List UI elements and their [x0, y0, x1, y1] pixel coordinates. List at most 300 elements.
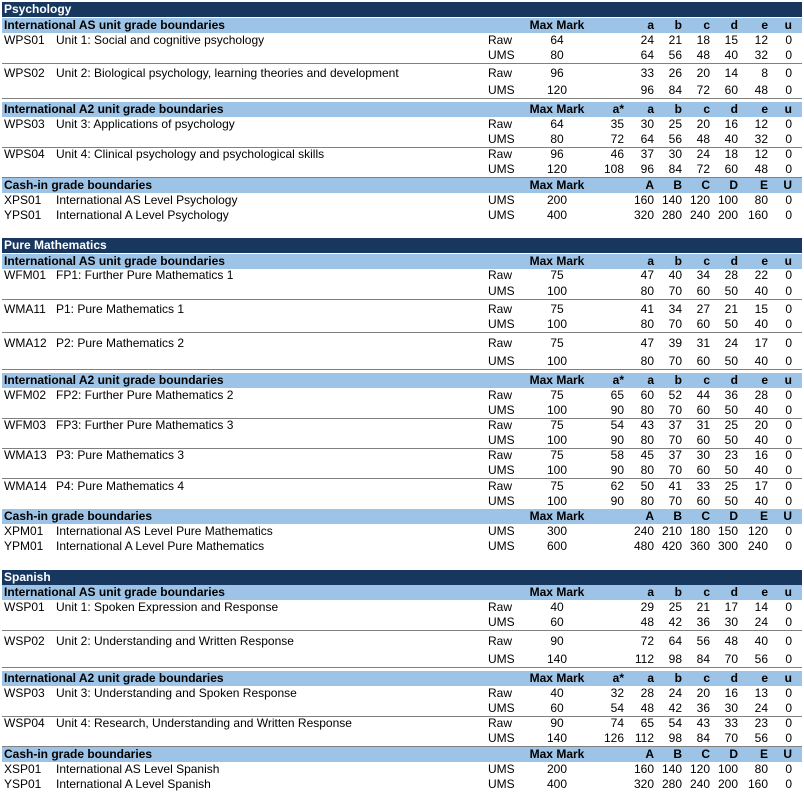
header-grade-astar: a* — [612, 373, 624, 387]
header-grade-c: c — [703, 373, 710, 387]
ums-boundary-c: 60 — [696, 403, 710, 417]
header-grade-a: a — [647, 373, 654, 387]
unit-ums-row — [2, 354, 802, 369]
cash-boundary-c: 240 — [689, 777, 710, 791]
mark-type-ums: UMS — [488, 524, 515, 538]
header-grade-d: d — [730, 671, 738, 685]
raw-boundary-d: 14 — [724, 66, 738, 80]
ums-boundary-c: 60 — [696, 463, 710, 477]
raw-boundary-b: 37 — [668, 448, 682, 462]
raw-boundary-astar: 46 — [610, 147, 624, 161]
qualification-code: XPS01 — [4, 193, 42, 207]
header-grade-d: d — [730, 373, 738, 387]
ums-max-mark: 120 — [546, 83, 568, 97]
header-grade-a: a — [647, 671, 654, 685]
ums-boundary-b: 42 — [668, 701, 682, 715]
unit-title: FP3: Further Pure Mathematics 3 — [56, 418, 234, 432]
ums-boundary-u: 0 — [785, 354, 792, 368]
unit-raw-row — [2, 448, 802, 463]
raw-boundary-d: 28 — [724, 268, 738, 282]
unit-title: Unit 1: Spoken Expression and Response — [56, 600, 279, 614]
unit-raw-row — [2, 302, 802, 317]
header-max-mark: Max Mark — [529, 509, 585, 523]
raw-boundary-u: 0 — [785, 448, 792, 462]
cash-boundary-c: 180 — [689, 524, 710, 538]
raw-boundary-a: 47 — [640, 336, 654, 350]
ums-max-mark: 60 — [550, 615, 564, 629]
cash-boundary-e: 160 — [747, 777, 768, 791]
ums-boundary-c: 48 — [696, 48, 710, 62]
cash-boundary-c: 120 — [689, 762, 710, 776]
mark-type-ums: UMS — [488, 132, 515, 146]
mark-type-ums: UMS — [488, 731, 515, 745]
header-label: Cash-in grade boundaries — [4, 747, 153, 761]
raw-boundary-astar: 32 — [610, 686, 624, 700]
header-grade-b: b — [674, 18, 682, 32]
mark-type-raw: Raw — [488, 479, 513, 493]
raw-boundary-a: 60 — [640, 388, 654, 402]
raw-boundary-a: 65 — [640, 716, 654, 730]
row-divider — [2, 630, 802, 631]
qualification-title: International AS Level Pure Mathematics — [56, 524, 273, 538]
unit-ums-row — [2, 494, 802, 509]
unit-ums-row — [2, 284, 802, 299]
subject-title: Spanish — [4, 570, 51, 584]
raw-boundary-c: 24 — [696, 147, 710, 161]
raw-boundary-c: 33 — [696, 479, 710, 493]
raw-boundary-astar: 74 — [610, 716, 624, 730]
ums-boundary-c: 36 — [696, 701, 710, 715]
raw-boundary-b: 21 — [668, 33, 682, 47]
raw-boundary-d: 15 — [724, 33, 738, 47]
ums-boundary-d: 50 — [724, 433, 738, 447]
mark-type-ums: UMS — [488, 652, 515, 666]
ums-boundary-b: 84 — [668, 83, 682, 97]
ums-boundary-d: 50 — [724, 284, 738, 298]
raw-boundary-b: 39 — [668, 336, 682, 350]
ums-boundary-e: 48 — [754, 83, 768, 97]
ums-boundary-b: 98 — [668, 731, 682, 745]
mark-type-ums: UMS — [488, 463, 515, 477]
row-divider — [2, 667, 802, 668]
row-divider — [2, 332, 802, 333]
header-grade-e: E — [759, 509, 768, 523]
cash-boundary-a: 240 — [633, 524, 654, 538]
ums-boundary-a: 64 — [640, 132, 654, 146]
ums-boundary-e: 24 — [754, 701, 768, 715]
ums-boundary-b: 70 — [668, 403, 682, 417]
mark-type-raw: Raw — [488, 117, 513, 131]
raw-boundary-e: 17 — [754, 479, 768, 493]
ums-boundary-u: 0 — [785, 433, 792, 447]
raw-boundary-d: 25 — [724, 418, 738, 432]
header-grade-c: C — [701, 509, 710, 523]
mark-type-ums: UMS — [488, 284, 515, 298]
ums-max-mark: 140 — [546, 652, 568, 666]
cash-in-row — [2, 193, 802, 208]
raw-max-mark: 40 — [550, 600, 564, 614]
header-max-mark: Max Mark — [529, 102, 585, 116]
unit-code: WMA13 — [4, 448, 47, 462]
cash-boundary-a: 160 — [633, 193, 654, 207]
unit-code: WSP04 — [4, 716, 45, 730]
cash-in-header-row — [2, 509, 802, 524]
qualification-code: YSP01 — [4, 777, 42, 791]
cash-boundary-c: 240 — [689, 208, 710, 222]
unit-ums-row — [2, 463, 802, 478]
unit-ums-row — [2, 701, 802, 716]
ums-boundary-e: 40 — [754, 403, 768, 417]
header-grade-c: C — [701, 747, 710, 761]
header-grade-d: d — [730, 18, 738, 32]
raw-boundary-b: 41 — [668, 479, 682, 493]
raw-boundary-a: 29 — [640, 600, 654, 614]
unit-raw-row — [2, 147, 802, 162]
cash-boundary-a: 480 — [633, 539, 654, 553]
ums-boundary-a: 48 — [640, 701, 654, 715]
raw-boundary-c: 21 — [696, 600, 710, 614]
mark-type-ums: UMS — [488, 354, 515, 368]
subject-title-bar — [2, 570, 802, 585]
mark-type-raw: Raw — [488, 686, 513, 700]
header-max-mark: Max Mark — [529, 178, 585, 192]
raw-boundary-b: 54 — [668, 716, 682, 730]
raw-boundary-a: 24 — [640, 33, 654, 47]
raw-boundary-b: 40 — [668, 268, 682, 282]
unit-title: Unit 2: Understanding and Written Response — [56, 634, 294, 648]
raw-boundary-d: 16 — [724, 117, 738, 131]
header-grade-d: d — [730, 254, 738, 268]
raw-boundary-astar: 58 — [610, 448, 624, 462]
raw-boundary-a: 28 — [640, 686, 654, 700]
ums-boundary-u: 0 — [785, 652, 792, 666]
unit-code: WSP03 — [4, 686, 45, 700]
ums-boundary-e: 40 — [754, 433, 768, 447]
unit-raw-row — [2, 479, 802, 494]
raw-boundary-u: 0 — [785, 686, 792, 700]
raw-boundary-a: 41 — [640, 302, 654, 316]
mark-type-raw: Raw — [488, 147, 513, 161]
header-grade-b: b — [674, 373, 682, 387]
header-max-mark: Max Mark — [529, 671, 585, 685]
unit-title: P4: Pure Mathematics 4 — [56, 479, 185, 493]
header-grade-e: e — [761, 102, 768, 116]
ums-boundary-d: 60 — [724, 83, 738, 97]
header-grade-b: b — [674, 585, 682, 599]
header-grade-u: u — [784, 585, 792, 599]
mark-type-ums: UMS — [488, 615, 515, 629]
mark-type-raw: Raw — [488, 302, 513, 316]
header-grade-c: c — [703, 585, 710, 599]
mark-type-ums: UMS — [488, 83, 515, 97]
raw-boundary-u: 0 — [785, 117, 792, 131]
unit-title: Unit 3: Applications of psychology — [56, 117, 235, 131]
header-grade-a: A — [645, 747, 654, 761]
raw-boundary-c: 44 — [696, 388, 710, 402]
unit-raw-row — [2, 117, 802, 132]
header-grade-c: c — [703, 102, 710, 116]
raw-boundary-d: 18 — [724, 147, 738, 161]
ums-boundary-astar: 54 — [610, 701, 624, 715]
mark-type-ums: UMS — [488, 193, 515, 207]
cash-boundary-d: 300 — [717, 539, 738, 553]
ums-boundary-d: 50 — [724, 317, 738, 331]
raw-boundary-e: 12 — [754, 117, 768, 131]
raw-boundary-d: 24 — [724, 336, 738, 350]
cash-boundary-e: 160 — [747, 208, 768, 222]
raw-boundary-c: 30 — [696, 448, 710, 462]
ums-boundary-astar: 72 — [610, 132, 624, 146]
ums-boundary-e: 40 — [754, 284, 768, 298]
header-label: International AS unit grade boundaries — [4, 18, 225, 32]
raw-boundary-e: 14 — [754, 600, 768, 614]
unit-header-row — [2, 373, 802, 388]
ums-boundary-a: 96 — [640, 83, 654, 97]
ums-boundary-d: 50 — [724, 403, 738, 417]
header-max-mark: Max Mark — [529, 18, 585, 32]
raw-boundary-b: 26 — [668, 66, 682, 80]
ums-max-mark: 400 — [546, 208, 568, 222]
ums-boundary-e: 56 — [754, 652, 768, 666]
raw-boundary-a: 37 — [640, 147, 654, 161]
raw-boundary-c: 56 — [696, 634, 710, 648]
cash-boundary-u: 0 — [785, 777, 792, 791]
cash-in-header-row — [2, 747, 802, 762]
ums-max-mark: 100 — [546, 403, 568, 417]
ums-boundary-u: 0 — [785, 494, 792, 508]
raw-boundary-c: 18 — [696, 33, 710, 47]
ums-boundary-a: 80 — [640, 433, 654, 447]
raw-boundary-b: 64 — [668, 634, 682, 648]
raw-max-mark: 64 — [550, 33, 564, 47]
raw-boundary-d: 16 — [724, 686, 738, 700]
raw-boundary-b: 30 — [668, 147, 682, 161]
unit-raw-row — [2, 336, 802, 351]
ums-boundary-u: 0 — [785, 83, 792, 97]
header-max-mark: Max Mark — [529, 585, 585, 599]
mark-type-ums: UMS — [488, 539, 515, 553]
ums-boundary-c: 60 — [696, 354, 710, 368]
mark-type-raw: Raw — [488, 600, 513, 614]
ums-boundary-d: 30 — [724, 701, 738, 715]
ums-boundary-a: 80 — [640, 403, 654, 417]
cash-boundary-e: 80 — [754, 762, 768, 776]
qualification-title: International A Level Spanish — [56, 777, 211, 791]
cash-boundary-c: 360 — [689, 539, 710, 553]
cash-boundary-u: 0 — [785, 524, 792, 538]
ums-boundary-astar: 90 — [610, 403, 624, 417]
row-divider — [2, 299, 802, 300]
mark-type-ums: UMS — [488, 494, 515, 508]
header-grade-e: e — [761, 18, 768, 32]
ums-boundary-d: 40 — [724, 48, 738, 62]
raw-boundary-astar: 54 — [610, 418, 624, 432]
ums-boundary-a: 64 — [640, 48, 654, 62]
cash-boundary-b: 420 — [661, 539, 682, 553]
unit-code: WPS02 — [4, 66, 45, 80]
raw-boundary-u: 0 — [785, 66, 792, 80]
mark-type-ums: UMS — [488, 777, 515, 791]
raw-boundary-u: 0 — [785, 302, 792, 316]
ums-boundary-b: 98 — [668, 652, 682, 666]
raw-boundary-b: 52 — [668, 388, 682, 402]
mark-type-ums: UMS — [488, 162, 515, 176]
ums-boundary-e: 48 — [754, 162, 768, 176]
ums-boundary-b: 84 — [668, 162, 682, 176]
cash-boundary-e: 120 — [747, 524, 768, 538]
ums-boundary-a: 112 — [634, 652, 654, 666]
raw-boundary-e: 12 — [754, 33, 768, 47]
unit-header-row — [2, 254, 802, 269]
mark-type-raw: Raw — [488, 33, 513, 47]
unit-raw-row — [2, 634, 802, 649]
header-grade-astar: a* — [612, 102, 624, 116]
header-grade-u: U — [783, 178, 792, 192]
ums-boundary-a: 80 — [640, 354, 654, 368]
raw-max-mark: 75 — [550, 302, 564, 316]
ums-boundary-c: 60 — [696, 317, 710, 331]
ums-boundary-e: 40 — [754, 354, 768, 368]
raw-boundary-u: 0 — [785, 716, 792, 730]
qualification-title: International AS Level Psychology — [56, 193, 238, 207]
raw-boundary-astar: 65 — [610, 388, 624, 402]
mark-type-raw: Raw — [488, 388, 513, 402]
raw-max-mark: 75 — [550, 336, 564, 350]
ums-boundary-u: 0 — [785, 317, 792, 331]
header-max-mark: Max Mark — [529, 373, 585, 387]
header-grade-a: a — [647, 254, 654, 268]
raw-boundary-e: 16 — [754, 448, 768, 462]
header-max-mark: Max Mark — [529, 254, 585, 268]
ums-max-mark: 100 — [546, 463, 568, 477]
header-grade-c: c — [703, 254, 710, 268]
unit-raw-row — [2, 66, 802, 81]
header-grade-d: d — [730, 102, 738, 116]
raw-max-mark: 64 — [550, 117, 564, 131]
raw-boundary-e: 15 — [754, 302, 768, 316]
raw-boundary-u: 0 — [785, 147, 792, 161]
ums-boundary-a: 80 — [640, 317, 654, 331]
header-grade-b: b — [674, 254, 682, 268]
header-grade-a: A — [645, 509, 654, 523]
raw-boundary-e: 17 — [754, 336, 768, 350]
cash-boundary-d: 100 — [717, 762, 738, 776]
header-grade-d: d — [730, 585, 738, 599]
ums-max-mark: 60 — [550, 701, 564, 715]
unit-title: FP1: Further Pure Mathematics 1 — [56, 268, 234, 282]
ums-boundary-b: 56 — [668, 132, 682, 146]
ums-boundary-d: 60 — [724, 162, 738, 176]
mark-type-raw: Raw — [488, 418, 513, 432]
header-grade-d: D — [729, 178, 738, 192]
ums-boundary-astar: 90 — [610, 433, 624, 447]
raw-boundary-astar: 35 — [610, 117, 624, 131]
raw-boundary-c: 31 — [696, 336, 710, 350]
raw-boundary-a: 50 — [640, 479, 654, 493]
ums-max-mark: 100 — [546, 354, 568, 368]
cash-boundary-b: 280 — [661, 777, 682, 791]
unit-header-row — [2, 102, 802, 117]
ums-boundary-d: 40 — [724, 132, 738, 146]
header-grade-e: e — [761, 671, 768, 685]
header-grade-u: u — [784, 254, 792, 268]
raw-boundary-e: 13 — [754, 686, 768, 700]
raw-boundary-a: 45 — [640, 448, 654, 462]
cash-boundary-a: 320 — [633, 208, 654, 222]
unit-header-row — [2, 671, 802, 686]
cash-boundary-e: 240 — [747, 539, 768, 553]
unit-title: P1: Pure Mathematics 1 — [56, 302, 185, 316]
ums-boundary-b: 42 — [668, 615, 682, 629]
ums-boundary-b: 70 — [668, 494, 682, 508]
raw-boundary-d: 48 — [724, 634, 738, 648]
header-grade-c: c — [703, 18, 710, 32]
header-grade-e: e — [761, 373, 768, 387]
qualification-title: International A Level Pure Mathematics — [56, 539, 265, 553]
header-grade-astar: a* — [612, 671, 624, 685]
mark-type-ums: UMS — [488, 317, 515, 331]
ums-boundary-c: 84 — [696, 652, 710, 666]
mark-type-raw: Raw — [488, 268, 513, 282]
header-label: International AS unit grade boundaries — [4, 585, 225, 599]
header-grade-b: b — [674, 671, 682, 685]
raw-boundary-c: 34 — [696, 268, 710, 282]
header-grade-b: b — [674, 102, 682, 116]
mark-type-raw: Raw — [488, 716, 513, 730]
cash-boundary-a: 160 — [633, 762, 654, 776]
header-grade-u: U — [783, 747, 792, 761]
ums-boundary-e: 32 — [754, 132, 768, 146]
ums-max-mark: 400 — [546, 777, 568, 791]
raw-boundary-d: 36 — [724, 388, 738, 402]
unit-title: Unit 4: Research, Understanding and Written Response — [56, 716, 352, 730]
mark-type-ums: UMS — [488, 48, 515, 62]
ums-boundary-u: 0 — [785, 48, 792, 62]
unit-code: WPS03 — [4, 117, 45, 131]
unit-title: FP2: Further Pure Mathematics 2 — [56, 388, 234, 402]
unit-code: WPS04 — [4, 147, 45, 161]
unit-code: WMA11 — [4, 302, 46, 316]
raw-boundary-b: 37 — [668, 418, 682, 432]
raw-max-mark: 75 — [550, 268, 564, 282]
raw-boundary-a: 43 — [640, 418, 654, 432]
mark-type-ums: UMS — [488, 433, 515, 447]
mark-type-ums: UMS — [488, 762, 515, 776]
ums-boundary-a: 48 — [640, 615, 654, 629]
raw-boundary-c: 31 — [696, 418, 710, 432]
cash-in-row — [2, 208, 802, 223]
row-divider — [2, 98, 802, 99]
ums-boundary-d: 70 — [724, 731, 738, 745]
ums-boundary-u: 0 — [785, 284, 792, 298]
header-grade-c: c — [703, 671, 710, 685]
header-grade-u: u — [784, 671, 792, 685]
unit-title: Unit 1: Social and cognitive psychology — [56, 33, 265, 47]
ums-max-mark: 100 — [546, 494, 568, 508]
raw-boundary-a: 33 — [640, 66, 654, 80]
ums-boundary-astar: 126 — [603, 731, 624, 745]
cash-in-row — [2, 524, 802, 539]
raw-boundary-c: 43 — [696, 716, 710, 730]
cash-in-row — [2, 539, 802, 554]
raw-boundary-u: 0 — [785, 634, 792, 648]
raw-boundary-u: 0 — [785, 268, 792, 282]
unit-code: WFM02 — [4, 388, 46, 402]
ums-boundary-d: 50 — [724, 463, 738, 477]
cash-boundary-d: 200 — [717, 208, 738, 222]
raw-boundary-a: 47 — [640, 268, 654, 282]
unit-code: WPS01 — [4, 33, 45, 47]
